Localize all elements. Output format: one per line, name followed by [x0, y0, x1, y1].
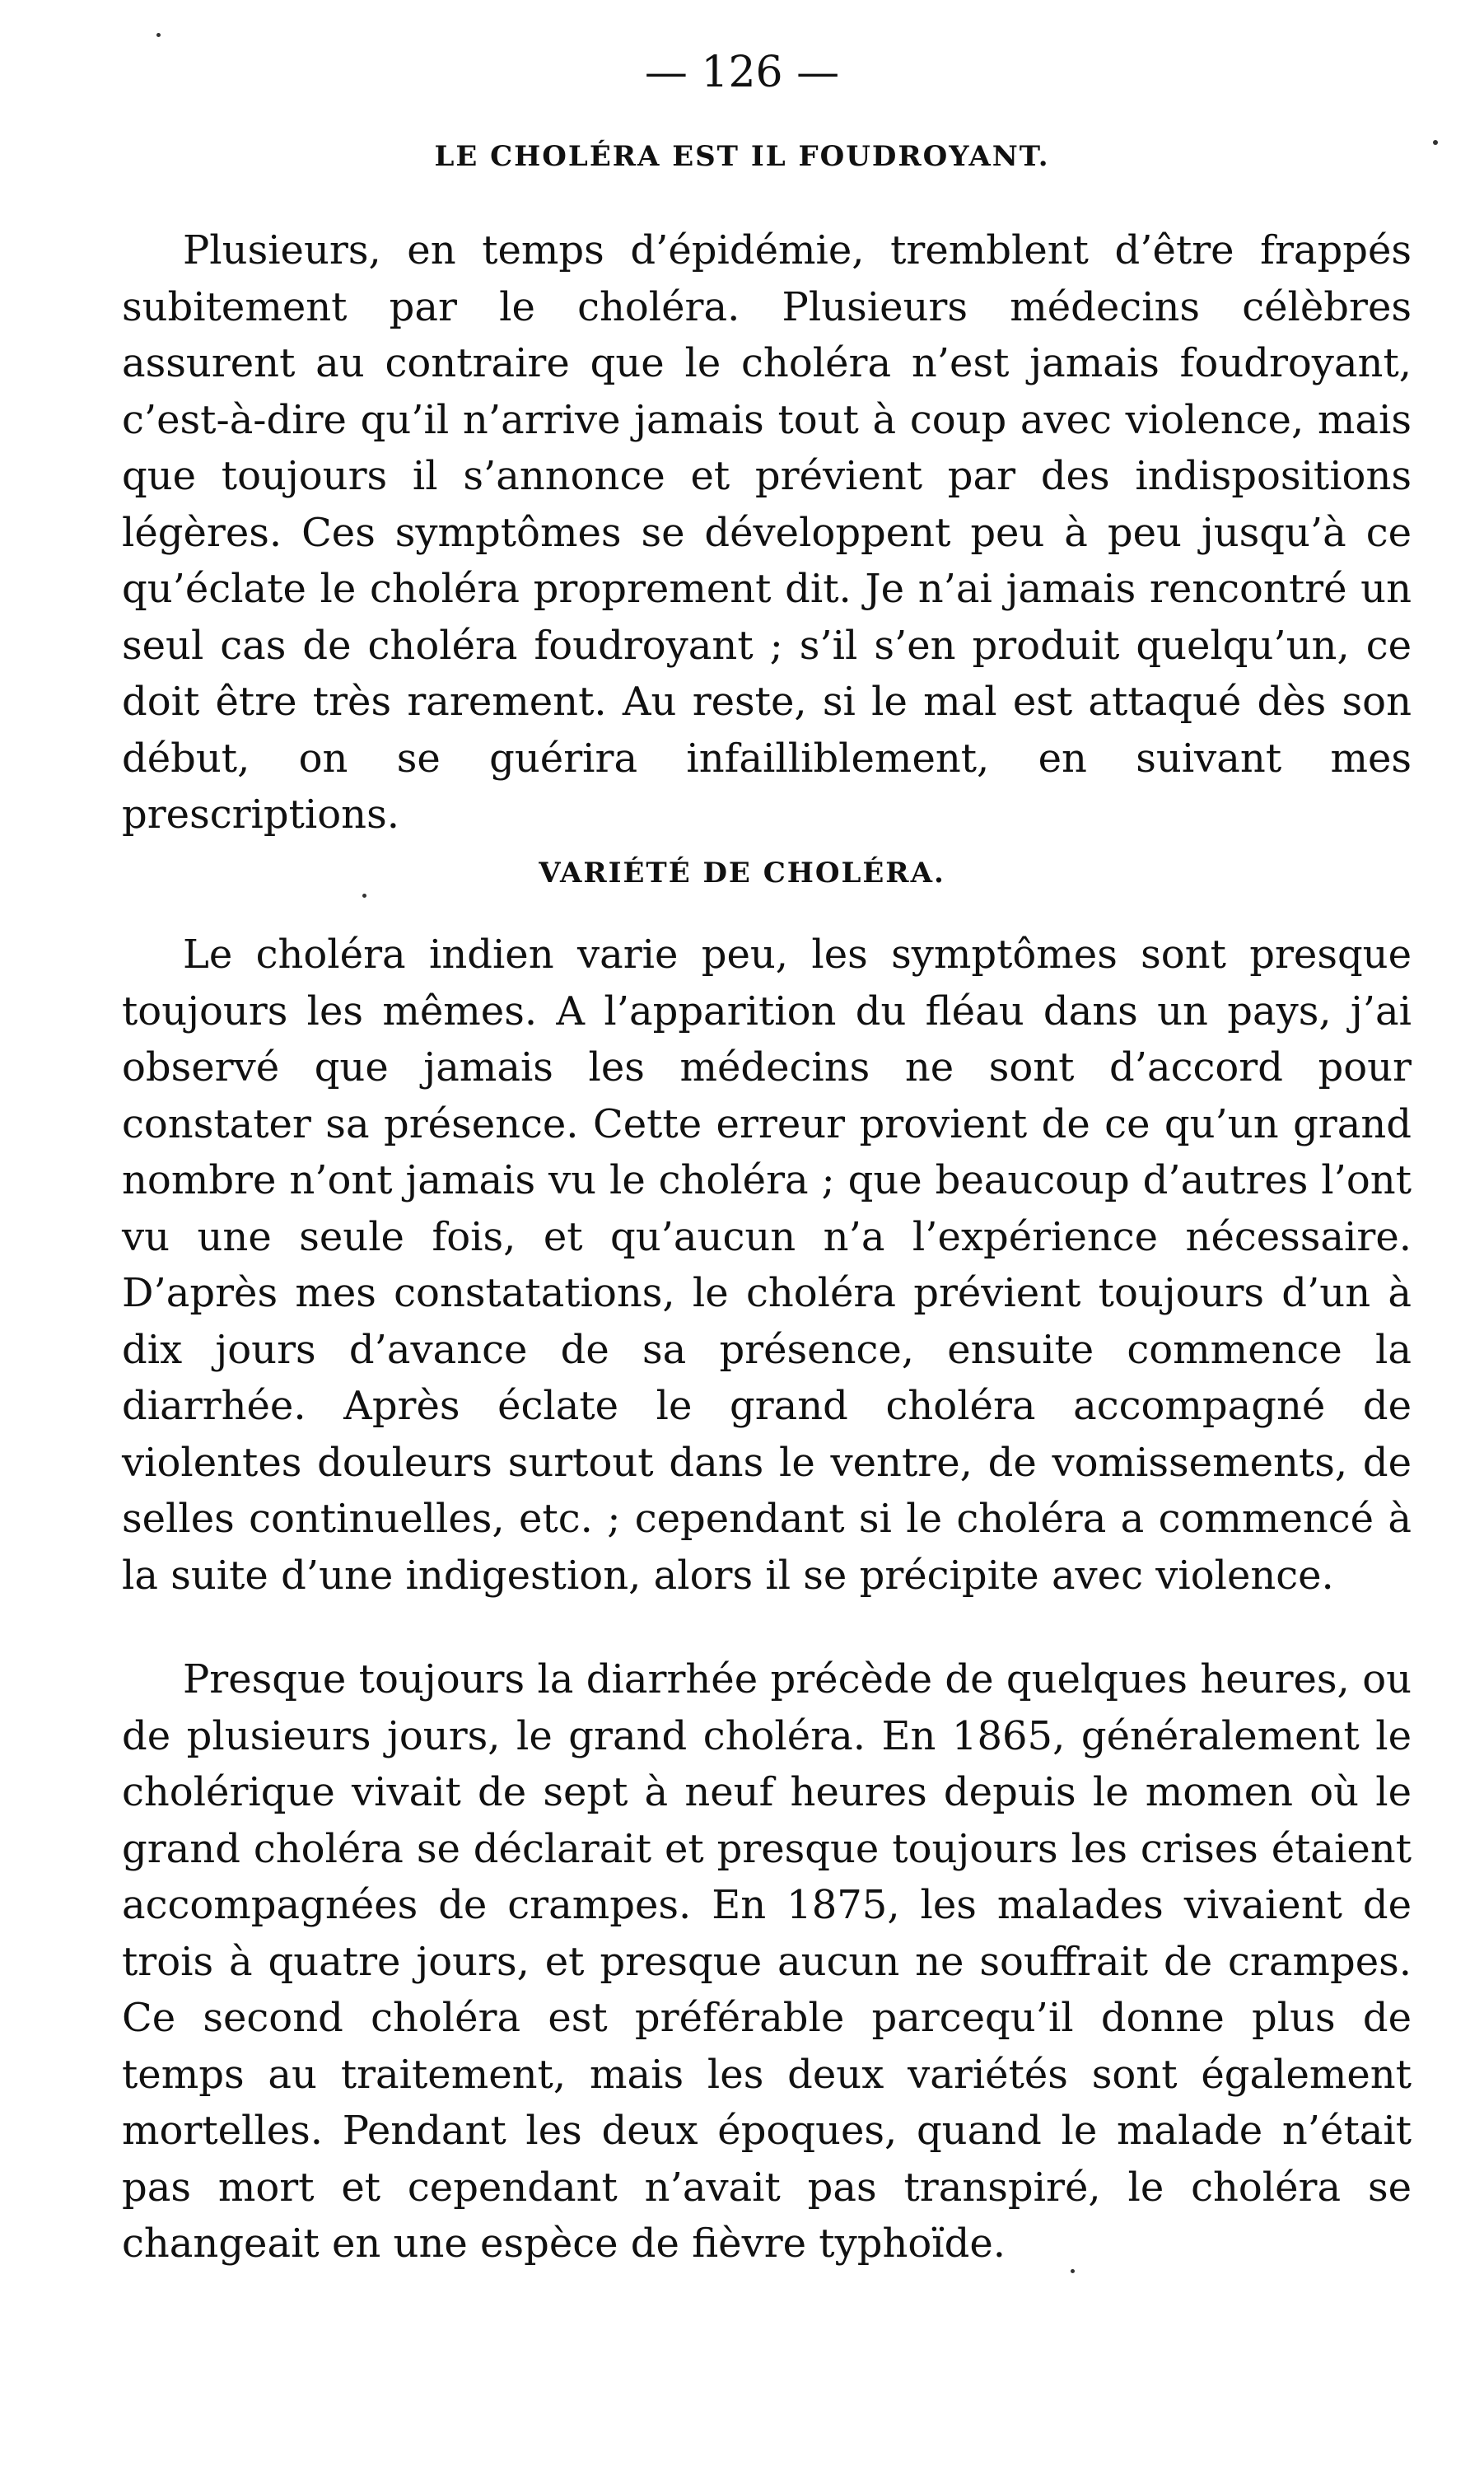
paragraph-cholera-foudroyant: Plusieurs, en temps d’épidémie, tremblent d’être frappés subitement par le choléra. Plusieurs médecins célèbres assurent au contraire que le choléra n’est jamais foudroyant, c’est-à-dire qu’il n’arrive jamais tout à coup avec violence, mais que toujours il s’annonce et prévient par des indispositions légères. Ces symptômes se développent peu à peu jusqu’à ce qu’éclate le choléra proprement dit. Je n’ai jamais rencontré un seul cas de choléra foudroyant ; s’il s’en produit quelqu’un, ce doit être très rarement. Au reste, si le mal est attaqué dès son début, on se guérira infailliblement, en suivant mes prescriptions. [122, 227, 1412, 838]
print-speck [1433, 140, 1438, 145]
print-speck [1071, 2269, 1075, 2273]
print-speck [362, 894, 366, 898]
paragraph-variete-2: Presque toujours la diarrhée précède de quelques heures, ou de plusieurs jours, le grand choléra. En 1865, généralement le cholérique vivait de sept à neuf heures depuis le momen où le grand choléra se déclarait et presque toujours les crises étaient accompagnées de crampes. En 1875, les malades vivaient de trois à quatre jours, et presque aucun ne souffrait de crampes. Ce second choléra est préférable parcequ’il donne plus de temps au traitement, mais les deux variétés sont également mortelles. Pendant les deux époques, quand le malade n’était pas mort et cependant n’avait pas transpiré, le choléra se changeait en une espèce de fièvre typhoïde. [122, 1656, 1412, 2267]
paragraph-variete-1: Le choléra indien varie peu, les symptômes sont presque toujours les mêmes. A l’apparition du fléau dans un pays, j’ai observé que jamais les médecins ne sont d’accord pour constater sa présence. Cette erreur provient de ce qu’un grand nombre n’ont jamais vu le choléra ; que beaucoup d’autres l’ont vu une seule fois, et qu’aucun n’a l’expérience nécessaire. D’après mes constatations, le choléra prévient toujours d’un à dix jours d’avance de sa présence, ensuite commence la diarrhée. Après éclate le grand choléra accompagné de violentes douleurs surtout dans le ventre, de vomissements, de selles continuelles, etc. ; cependant si le choléra a commencé à la suite d’une indigestion, alors il se précipite avec violence. [122, 932, 1412, 1599]
page-number: — 126 — [644, 48, 840, 97]
section-heading-cholera-foudroyant: LE CHOLÉRA EST IL FOUDROYANT. [434, 140, 1050, 173]
section-heading-variete-de-cholera: VARIÉTÉ DE CHOLÉRA. [539, 857, 945, 890]
print-speck [156, 33, 161, 37]
